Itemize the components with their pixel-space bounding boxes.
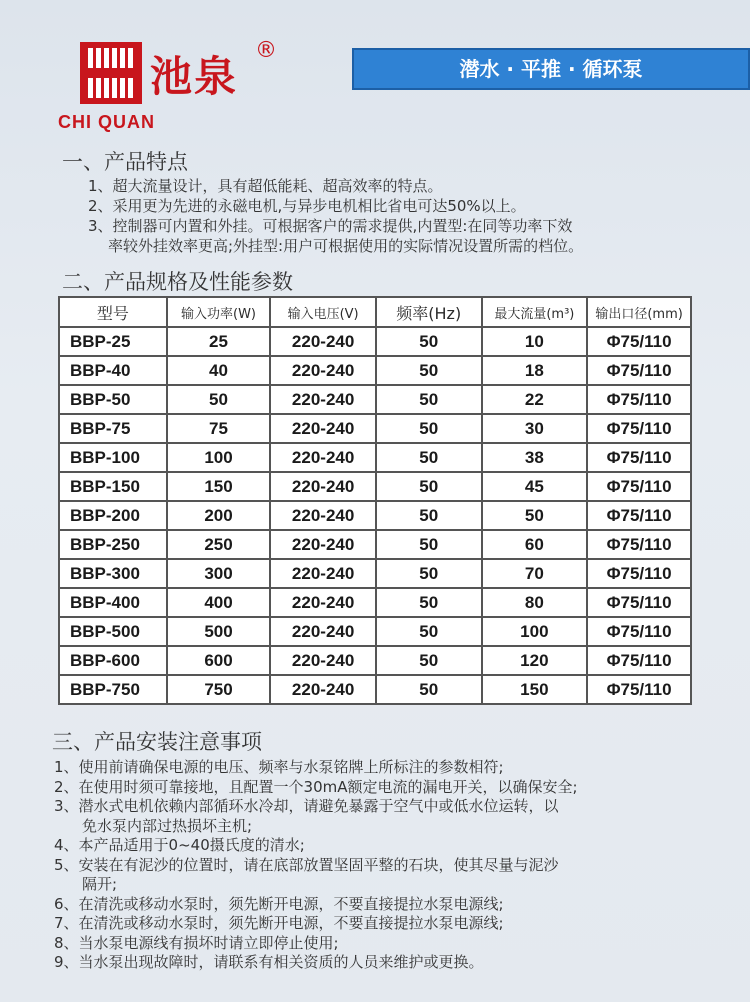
table-cell: 45 bbox=[482, 472, 588, 501]
header-power: 输入功率(W) bbox=[167, 297, 271, 327]
table-cell: 70 bbox=[482, 559, 588, 588]
table-cell: 18 bbox=[482, 356, 588, 385]
table-cell: 40 bbox=[167, 356, 271, 385]
table-cell: 600 bbox=[167, 646, 271, 675]
table-cell: 10 bbox=[482, 327, 588, 356]
product-banner: 潜水 · 平推 · 循环泵 bbox=[352, 48, 750, 90]
table-row bbox=[59, 675, 691, 704]
section-specs-title: 二、产品规格及性能参数 bbox=[62, 270, 293, 294]
table-cell: BBP-500 bbox=[59, 617, 167, 646]
table-cell: 80 bbox=[482, 588, 588, 617]
table-cell: 220-240 bbox=[270, 385, 376, 414]
table-cell: Φ75/110 bbox=[587, 588, 691, 617]
table-cell: 50 bbox=[376, 443, 482, 472]
spec-table bbox=[58, 296, 692, 705]
section-features-title: 一、产品特点 bbox=[62, 150, 188, 174]
feature-item-continued: 率较外挂效率更高;外挂型:用户可根据使用的实际情况设置所需的档位。 bbox=[108, 237, 584, 255]
brand-name-cn: 池泉 bbox=[150, 52, 239, 101]
table-cell: Φ75/110 bbox=[587, 443, 691, 472]
table-cell: 50 bbox=[376, 385, 482, 414]
note-item: 2、在使用时须可靠接地，且配置一个30mA额定电流的漏电开关，以确保安全; bbox=[54, 777, 578, 796]
note-item: 9、当水泵出现故障时，请联系有相关资质的人员来维护或更换。 bbox=[54, 953, 484, 971]
table-cell: 50 bbox=[376, 472, 482, 501]
table-row bbox=[59, 559, 691, 588]
table-cell: 50 bbox=[167, 385, 271, 414]
table-cell: 50 bbox=[376, 646, 482, 675]
table-cell: 30 bbox=[482, 414, 588, 443]
table-cell: 150 bbox=[167, 472, 271, 501]
table-cell: 50 bbox=[376, 501, 482, 530]
table-cell: BBP-75 bbox=[59, 414, 167, 443]
table-cell: Φ75/110 bbox=[587, 501, 691, 530]
note-item: 3、潜水式电机依赖内部循环水冷却，请避免暴露于空气中或低水位运转，以 bbox=[54, 797, 559, 815]
table-cell: 50 bbox=[376, 588, 482, 617]
table-cell: Φ75/110 bbox=[587, 385, 691, 414]
header-flow: 最大流量(m³) bbox=[482, 297, 588, 327]
header-model: 型号 bbox=[59, 297, 167, 327]
table-cell: 220-240 bbox=[270, 501, 376, 530]
install-notes-list bbox=[54, 758, 744, 973]
table-cell: 220-240 bbox=[270, 530, 376, 559]
table-cell: 50 bbox=[376, 617, 482, 646]
table-row bbox=[59, 356, 691, 385]
table-cell: Φ75/110 bbox=[587, 675, 691, 704]
feature-item: 3、控制器可内置和外挂。可根据客户的需求提供,内置型:在同等功率下效 bbox=[88, 217, 573, 235]
feature-item: 2、采用更为先进的永磁电机,与异步电机相比省电可达50%以上。 bbox=[88, 197, 526, 215]
table-cell: Φ75/110 bbox=[587, 559, 691, 588]
table-row bbox=[59, 617, 691, 646]
table-cell: BBP-600 bbox=[59, 646, 167, 675]
table-cell: 50 bbox=[376, 356, 482, 385]
table-cell: 220-240 bbox=[270, 617, 376, 646]
brand-logo-icon bbox=[80, 42, 142, 104]
table-cell: Φ75/110 bbox=[587, 327, 691, 356]
table-cell: Φ75/110 bbox=[587, 617, 691, 646]
table-cell: BBP-150 bbox=[59, 472, 167, 501]
note-item: 6、在清洗或移动水泵时，须先断开电源，不要直接提拉水泵电源线; bbox=[54, 894, 504, 913]
table-cell: 220-240 bbox=[270, 588, 376, 617]
header-frequency: 频率(Hz) bbox=[376, 297, 482, 327]
table-cell: BBP-250 bbox=[59, 530, 167, 559]
table-cell: 75 bbox=[167, 414, 271, 443]
table-cell: 220-240 bbox=[270, 327, 376, 356]
table-cell: BBP-200 bbox=[59, 501, 167, 530]
note-item: 8、当水泵电源线有损坏时请立即停止使用; bbox=[54, 933, 339, 952]
table-cell: 50 bbox=[376, 414, 482, 443]
registered-mark: ® bbox=[255, 38, 277, 63]
header-voltage: 输入电压(V) bbox=[270, 297, 376, 327]
note-item: 5、安装在有泥沙的位置时，请在底部放置坚固平整的石块，使其尽量与泥沙 bbox=[54, 855, 559, 874]
table-row bbox=[59, 530, 691, 559]
table-cell: 500 bbox=[167, 617, 271, 646]
table-cell: 38 bbox=[482, 443, 588, 472]
table-cell: 100 bbox=[482, 617, 588, 646]
table-cell: 220-240 bbox=[270, 675, 376, 704]
brand-logo bbox=[58, 38, 280, 132]
table-cell: Φ75/110 bbox=[587, 414, 691, 443]
table-row bbox=[59, 472, 691, 501]
spec-table-header bbox=[59, 297, 691, 327]
table-row bbox=[59, 443, 691, 472]
table-cell: 220-240 bbox=[270, 472, 376, 501]
table-row bbox=[59, 414, 691, 443]
table-cell: Φ75/110 bbox=[587, 356, 691, 385]
table-cell: 50 bbox=[376, 530, 482, 559]
table-cell: BBP-400 bbox=[59, 588, 167, 617]
table-cell: BBP-750 bbox=[59, 675, 167, 704]
table-cell: 50 bbox=[482, 501, 588, 530]
section-install-title: 三、产品安装注意事项 bbox=[52, 730, 262, 754]
table-cell: 220-240 bbox=[270, 356, 376, 385]
note-item: 1、使用前请确保电源的电压、频率与水泵铭牌上所标注的参数相符; bbox=[54, 758, 504, 776]
table-row bbox=[59, 646, 691, 675]
table-cell: Φ75/110 bbox=[587, 530, 691, 559]
table-row bbox=[59, 327, 691, 356]
table-cell: Φ75/110 bbox=[587, 646, 691, 675]
table-cell: BBP-50 bbox=[59, 385, 167, 414]
table-cell: Φ75/110 bbox=[587, 472, 691, 501]
table-cell: 220-240 bbox=[270, 646, 376, 675]
table-cell: 220-240 bbox=[270, 559, 376, 588]
note-item: 7、在清洗或移动水泵时，须先断开电源，不要直接提拉水泵电源线; bbox=[54, 914, 504, 932]
table-cell: BBP-300 bbox=[59, 559, 167, 588]
table-cell: 100 bbox=[167, 443, 271, 472]
table-cell: 200 bbox=[167, 501, 271, 530]
table-cell: BBP-100 bbox=[59, 443, 167, 472]
features-list bbox=[88, 176, 728, 256]
table-cell: 120 bbox=[482, 646, 588, 675]
note-item-continued: 免水泵内部过热损坏主机; bbox=[82, 816, 253, 835]
table-cell: 50 bbox=[376, 559, 482, 588]
table-cell: BBP-40 bbox=[59, 356, 167, 385]
table-cell: 22 bbox=[482, 385, 588, 414]
table-cell: 25 bbox=[167, 327, 271, 356]
header-outlet: 输出口径(mm) bbox=[587, 297, 691, 327]
table-cell: 750 bbox=[167, 675, 271, 704]
note-item-continued: 隔开; bbox=[82, 875, 118, 893]
brand-name-en: CHI QUAN bbox=[58, 112, 155, 132]
table-cell: 50 bbox=[376, 675, 482, 704]
table-cell: 250 bbox=[167, 530, 271, 559]
note-item: 4、本产品适用于0~40摄氏度的清水; bbox=[54, 836, 305, 854]
table-row bbox=[59, 501, 691, 530]
table-cell: 220-240 bbox=[270, 443, 376, 472]
table-cell: 50 bbox=[376, 327, 482, 356]
table-cell: 60 bbox=[482, 530, 588, 559]
feature-item: 1、超大流量设计，具有超低能耗、超高效率的特点。 bbox=[88, 177, 443, 195]
table-row bbox=[59, 385, 691, 414]
table-cell: 400 bbox=[167, 588, 271, 617]
table-cell: 150 bbox=[482, 675, 588, 704]
table-cell: 300 bbox=[167, 559, 271, 588]
table-cell: 220-240 bbox=[270, 414, 376, 443]
table-row bbox=[59, 588, 691, 617]
table-cell: BBP-25 bbox=[59, 327, 167, 356]
